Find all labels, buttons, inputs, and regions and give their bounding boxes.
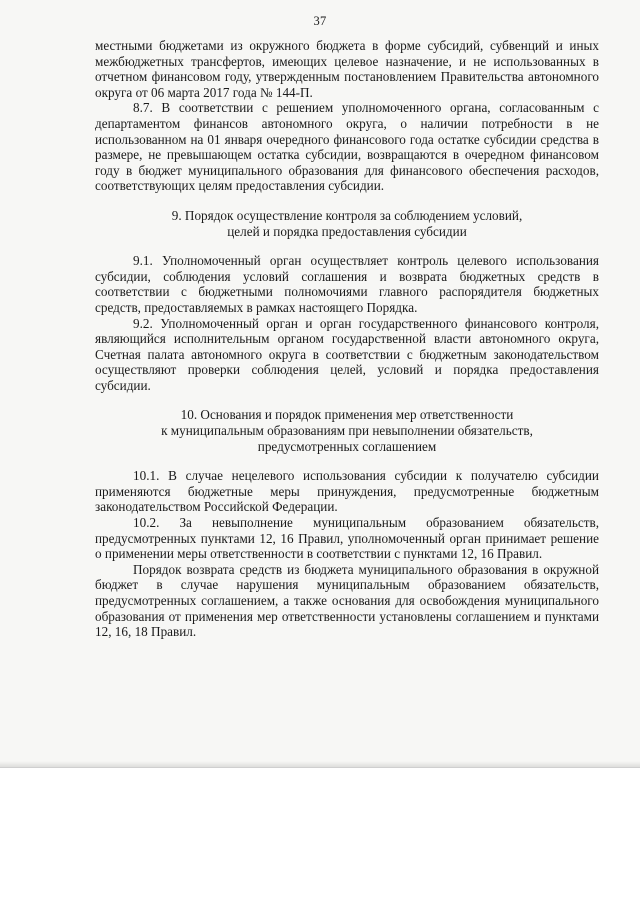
- paragraph-10-2: 10.2. За невыполнение муниципальным образованием обязательств, предусмотренных пунктами 12, 16 Правил, уполномоченный орган принимает решение о применении меры ответственности в соответствии с пунктами 12, 16 Правил.: [95, 515, 599, 562]
- document-body: [95, 38, 599, 640]
- page-number: 37: [313, 14, 327, 28]
- section-10-heading-line-2: к муниципальным образованиям при невыполнении обязательств,: [161, 423, 533, 439]
- paragraph-10-1: 10.1. В случае нецелевого использования субсидии к получателю субсидии применяются бюджетные меры принуждения, предусмотренные бюджетным законодательством Российской Федерации.: [95, 468, 599, 515]
- section-9-heading-line-2: целей и порядка предоставления субсидии: [227, 223, 467, 239]
- section-10-heading: [95, 407, 599, 454]
- paragraph-refund-procedure: Порядок возврата средств из бюджета муниципального образования в окружной бюджет в случае нарушения муниципальным образованием обязательств, предусмотренных соглашением, а также основания для освобождения муниципального образования от применения мер ответственности установлены соглашением и пунктами 12, 16, 18 Правил.: [95, 561, 599, 640]
- section-10-heading-line-1: 10. Основания и порядок применения мер ответственности: [180, 407, 514, 423]
- paragraph-continuation: местными бюджетами из окружного бюджета в форме субсидий, субвенций и иных межбюджетных трансфертов, имеющих целевое назначение, и не использованных в отчетном финансовом году, утвержденным постановлением Правительства автономного округа от 06 марта 2017 года № 144-П.: [95, 38, 599, 100]
- section-10-heading-line-3: предусмотренных соглашением: [257, 438, 437, 454]
- section-9-heading: [95, 208, 599, 239]
- blank-area: [0, 768, 640, 905]
- paragraph-9-1: 9.1. Уполномоченный орган осуществляет контроль целевого использования субсидии, соблюдения условий соглашения и возврата бюджетных средств в соответствии с бюджетными полномочиями главного распорядителя бюджетных средств, предоставляемых в рамках настоящего Порядка.: [95, 253, 599, 315]
- paragraph-9-2: 9.2. Уполномоченный орган и орган государственного финансового контроля, являющийся исполнительным органом государственной власти автономного округа, Счетная палата автономного округа в соответствии с бюджетным законодательством осуществляют проверки соблюдения целей, условий и порядка предоставления субсидии.: [95, 315, 599, 393]
- paragraph-8-7: 8.7. В соответствии с решением уполномоченного органа, согласованным с департаментом финансов автономного округа, о наличии потребности в не использованном на 01 января очередного финансового года остатке субсидии средства в размере, не превышающем остатка субсидии, возвращаются в очередном финансовом году в бюджет муниципального образования для финансового обеспечения расходов, соответствующих целям предоставления субсидии.: [95, 100, 599, 194]
- section-9-heading-line-1: 9. Порядок осуществление контроля за соблюдением условий,: [171, 207, 523, 223]
